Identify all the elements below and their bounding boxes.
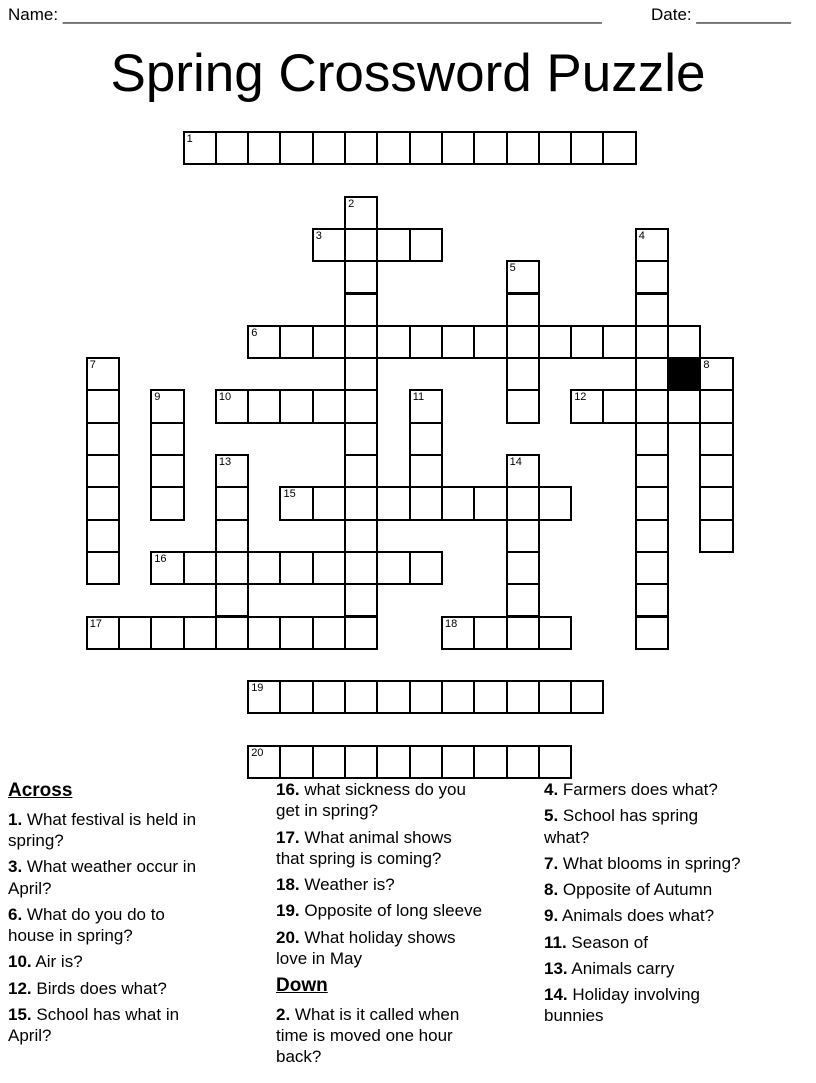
grid-number-11: 11 (412, 391, 425, 404)
clue-15: 15. School has what in April? (8, 1004, 180, 1045)
grid-cell[interactable] (215, 519, 249, 553)
grid-cell[interactable] (183, 551, 217, 585)
grid-cell[interactable] (635, 486, 669, 520)
date-line (651, 5, 791, 25)
grid-cell[interactable] (215, 616, 249, 650)
grid-cell[interactable] (215, 583, 249, 617)
grid-cell[interactable] (344, 745, 378, 779)
grid-cell[interactable] (344, 551, 378, 585)
grid-cell[interactable] (473, 131, 507, 165)
grid-cell[interactable] (376, 228, 410, 262)
grid-cell[interactable] (538, 325, 572, 359)
grid-number-4: 4 (638, 229, 645, 242)
grid-cell[interactable] (86, 422, 120, 456)
grid-cell[interactable] (506, 486, 540, 520)
grid-cell[interactable] (635, 551, 669, 585)
grid-cell[interactable] (344, 325, 378, 359)
grid-cell[interactable] (635, 389, 669, 423)
grid-cell[interactable] (506, 745, 540, 779)
grid-cell[interactable] (409, 131, 443, 165)
clue-6: 6. What do you do to house in spring? (8, 904, 165, 945)
grid-number-12: 12 (574, 391, 587, 404)
grid-cell[interactable] (506, 519, 540, 553)
grid-number-10: 10 (218, 391, 232, 404)
grid-cell[interactable] (635, 616, 669, 650)
grid-cell[interactable] (635, 519, 669, 553)
grid-cell[interactable] (344, 389, 378, 423)
grid-cell[interactable] (150, 422, 184, 456)
date-label: Date: (651, 5, 692, 24)
grid-number-2: 2 (348, 197, 355, 210)
grid-cell[interactable] (538, 745, 572, 779)
grid-cell[interactable] (635, 260, 669, 294)
grid-cell[interactable] (344, 583, 378, 617)
clue-column-middle (276, 779, 483, 1073)
grid-cell[interactable] (279, 325, 313, 359)
clue-19: 19. Opposite of long sleeve (276, 901, 483, 921)
clue-17: 17. What animal shows that spring is coming? (276, 827, 452, 868)
page-title: Spring Crossword Puzzle (110, 44, 706, 103)
grid-cell[interactable] (376, 680, 410, 714)
grid-cell[interactable] (86, 389, 120, 423)
grid-cell[interactable] (409, 680, 443, 714)
clue-column-across (8, 779, 208, 1051)
grid-cell[interactable] (344, 454, 378, 488)
date-fill-line[interactable]: __________ (696, 5, 791, 24)
crossword-grid (86, 131, 734, 779)
grid-cell[interactable] (312, 745, 346, 779)
grid-cell[interactable] (376, 325, 410, 359)
grid-cell[interactable] (344, 131, 378, 165)
grid-cell[interactable] (312, 616, 346, 650)
grid-number-13: 13 (218, 456, 232, 468)
grid-number-17: 17 (89, 617, 102, 630)
grid-cell[interactable] (409, 551, 443, 585)
grid-number-15: 15 (283, 488, 296, 501)
grid-number-9: 9 (154, 391, 161, 404)
grid-number-3: 3 (315, 229, 322, 242)
grid-cell[interactable] (279, 616, 313, 650)
grid-cell[interactable] (344, 519, 378, 553)
grid-cell[interactable] (570, 680, 604, 714)
grid-cell[interactable] (699, 486, 733, 520)
grid-cell[interactable] (570, 325, 604, 359)
grid-number-19: 19 (251, 682, 264, 695)
grid-cell[interactable] (441, 486, 475, 520)
grid-cell[interactable] (699, 454, 733, 488)
grid-cell[interactable] (409, 454, 443, 488)
grid-cell[interactable] (344, 422, 378, 456)
grid-cell[interactable] (409, 228, 443, 262)
grid-number-14: 14 (509, 456, 522, 468)
grid-cell[interactable] (602, 389, 636, 423)
grid-cell[interactable] (344, 357, 378, 391)
clue-1: 1. What festival is held in spring? (8, 809, 197, 850)
grid-cell[interactable] (635, 454, 669, 488)
clue-9: 9. Animals does what? (544, 906, 715, 926)
grid-cell[interactable] (376, 551, 410, 585)
grid-cell[interactable] (215, 551, 249, 585)
grid-cell[interactable] (699, 422, 733, 456)
grid-cell[interactable] (473, 486, 507, 520)
name-label: Name: (8, 5, 59, 24)
grid-cell[interactable] (473, 745, 507, 779)
grid-cell[interactable] (506, 293, 540, 327)
grid-cell[interactable] (506, 616, 540, 650)
grid-cell[interactable] (344, 260, 378, 294)
grid-cell[interactable] (570, 131, 604, 165)
clue-2: 2. What is it called when time is moved one hour back? (276, 1004, 460, 1067)
name-line (8, 5, 602, 25)
clue-10: 10. Air is? (8, 952, 83, 972)
grid-cell[interactable] (699, 389, 733, 423)
clue-20: 20. What holiday shows love in May (276, 927, 456, 968)
grid-cell[interactable] (150, 486, 184, 520)
grid-cell[interactable] (247, 389, 281, 423)
grid-cell[interactable] (86, 519, 120, 553)
grid-cell[interactable] (506, 357, 540, 391)
grid-cell[interactable] (473, 680, 507, 714)
grid-cell[interactable] (247, 616, 281, 650)
grid-cell[interactable] (473, 325, 507, 359)
clue-13: 13. Animals carry (544, 958, 675, 978)
clue-7: 7. What blooms in spring? (544, 853, 741, 873)
grid-cell[interactable] (635, 293, 669, 327)
clue-column-down (544, 779, 744, 1032)
grid-cell[interactable] (376, 486, 410, 520)
grid-cell[interactable] (279, 680, 313, 714)
grid-number-7: 7 (89, 359, 96, 372)
across-header: Across (8, 780, 73, 801)
black-cell (667, 357, 701, 391)
grid-number-16: 16 (154, 552, 167, 565)
grid-cell[interactable] (409, 422, 443, 456)
clue-4: 4. Farmers does what? (544, 780, 718, 799)
grid-cell[interactable] (86, 551, 120, 585)
grid-cell[interactable] (344, 293, 378, 327)
grid-cell[interactable] (635, 325, 669, 359)
grid-cell[interactable] (150, 454, 184, 488)
grid-cell[interactable] (215, 131, 249, 165)
grid-cell[interactable] (506, 131, 540, 165)
grid-cell[interactable] (602, 325, 636, 359)
grid-cell[interactable] (635, 422, 669, 456)
grid-number-20: 20 (251, 746, 264, 759)
clue-8: 8. Opposite of Autumn (544, 880, 713, 899)
down-header: Down (276, 975, 328, 996)
grid-cell[interactable] (215, 486, 249, 520)
grid-cell[interactable] (312, 551, 346, 585)
clue-11: 11. Season of (544, 932, 648, 952)
grid-cell[interactable] (376, 131, 410, 165)
grid-cell[interactable] (635, 583, 669, 617)
grid-cell[interactable] (279, 551, 313, 585)
grid-cell[interactable] (538, 131, 572, 165)
grid-cell[interactable] (312, 680, 346, 714)
grid-cell[interactable] (602, 131, 636, 165)
clue-3: 3. What weather occur in April? (8, 857, 197, 898)
grid-cell[interactable] (118, 616, 152, 650)
grid-cell[interactable] (344, 616, 378, 650)
grid-cell[interactable] (409, 325, 443, 359)
grid-number-6: 6 (251, 326, 258, 339)
grid-number-1: 1 (186, 133, 193, 145)
grid-cell[interactable] (506, 680, 540, 714)
grid-cell[interactable] (441, 325, 475, 359)
grid-cell[interactable] (376, 745, 410, 779)
grid-number-18: 18 (444, 617, 458, 630)
grid-cell[interactable] (667, 325, 701, 359)
grid-number-5: 5 (509, 262, 516, 275)
grid-cell[interactable] (247, 131, 281, 165)
clue-14: 14. Holiday involving bunnies (544, 985, 700, 1026)
grid-cell[interactable] (538, 616, 572, 650)
grid-cell[interactable] (344, 228, 378, 262)
name-fill-line[interactable]: _________________________________________________________ (62, 5, 602, 24)
grid-cell[interactable] (312, 486, 346, 520)
grid-cell[interactable] (635, 357, 669, 391)
grid-cell[interactable] (247, 551, 281, 585)
grid-cell[interactable] (699, 519, 733, 553)
clue-12: 12. Birds does what? (8, 978, 167, 998)
grid-cell[interactable] (441, 131, 475, 165)
grid-cell[interactable] (344, 486, 378, 520)
grid-cell[interactable] (506, 389, 540, 423)
grid-cell[interactable] (506, 325, 540, 359)
grid-cell[interactable] (409, 486, 443, 520)
clue-18: 18. Weather is? (276, 875, 395, 894)
grid-cell[interactable] (409, 745, 443, 779)
grid-cell[interactable] (312, 389, 346, 423)
grid-cell[interactable] (506, 583, 540, 617)
grid-number-8: 8 (703, 359, 710, 372)
grid-cell[interactable] (473, 616, 507, 650)
grid-cell[interactable] (86, 454, 120, 488)
grid-cell[interactable] (312, 325, 346, 359)
grid-cell[interactable] (538, 680, 572, 714)
grid-cell[interactable] (344, 680, 378, 714)
clue-5: 5. School has spring what? (544, 806, 699, 847)
grid-cell[interactable] (506, 551, 540, 585)
grid-cell[interactable] (183, 616, 217, 650)
grid-cell[interactable] (150, 616, 184, 650)
grid-cell[interactable] (441, 680, 475, 714)
grid-cell[interactable] (279, 745, 313, 779)
grid-cell[interactable] (279, 131, 313, 165)
grid-cell[interactable] (667, 389, 701, 423)
grid-cell[interactable] (312, 131, 346, 165)
clue-16: 16. what sickness do you get in spring? (276, 780, 466, 821)
grid-cell[interactable] (279, 389, 313, 423)
grid-cell[interactable] (538, 486, 572, 520)
grid-cell[interactable] (86, 486, 120, 520)
grid-cell[interactable] (441, 745, 475, 779)
